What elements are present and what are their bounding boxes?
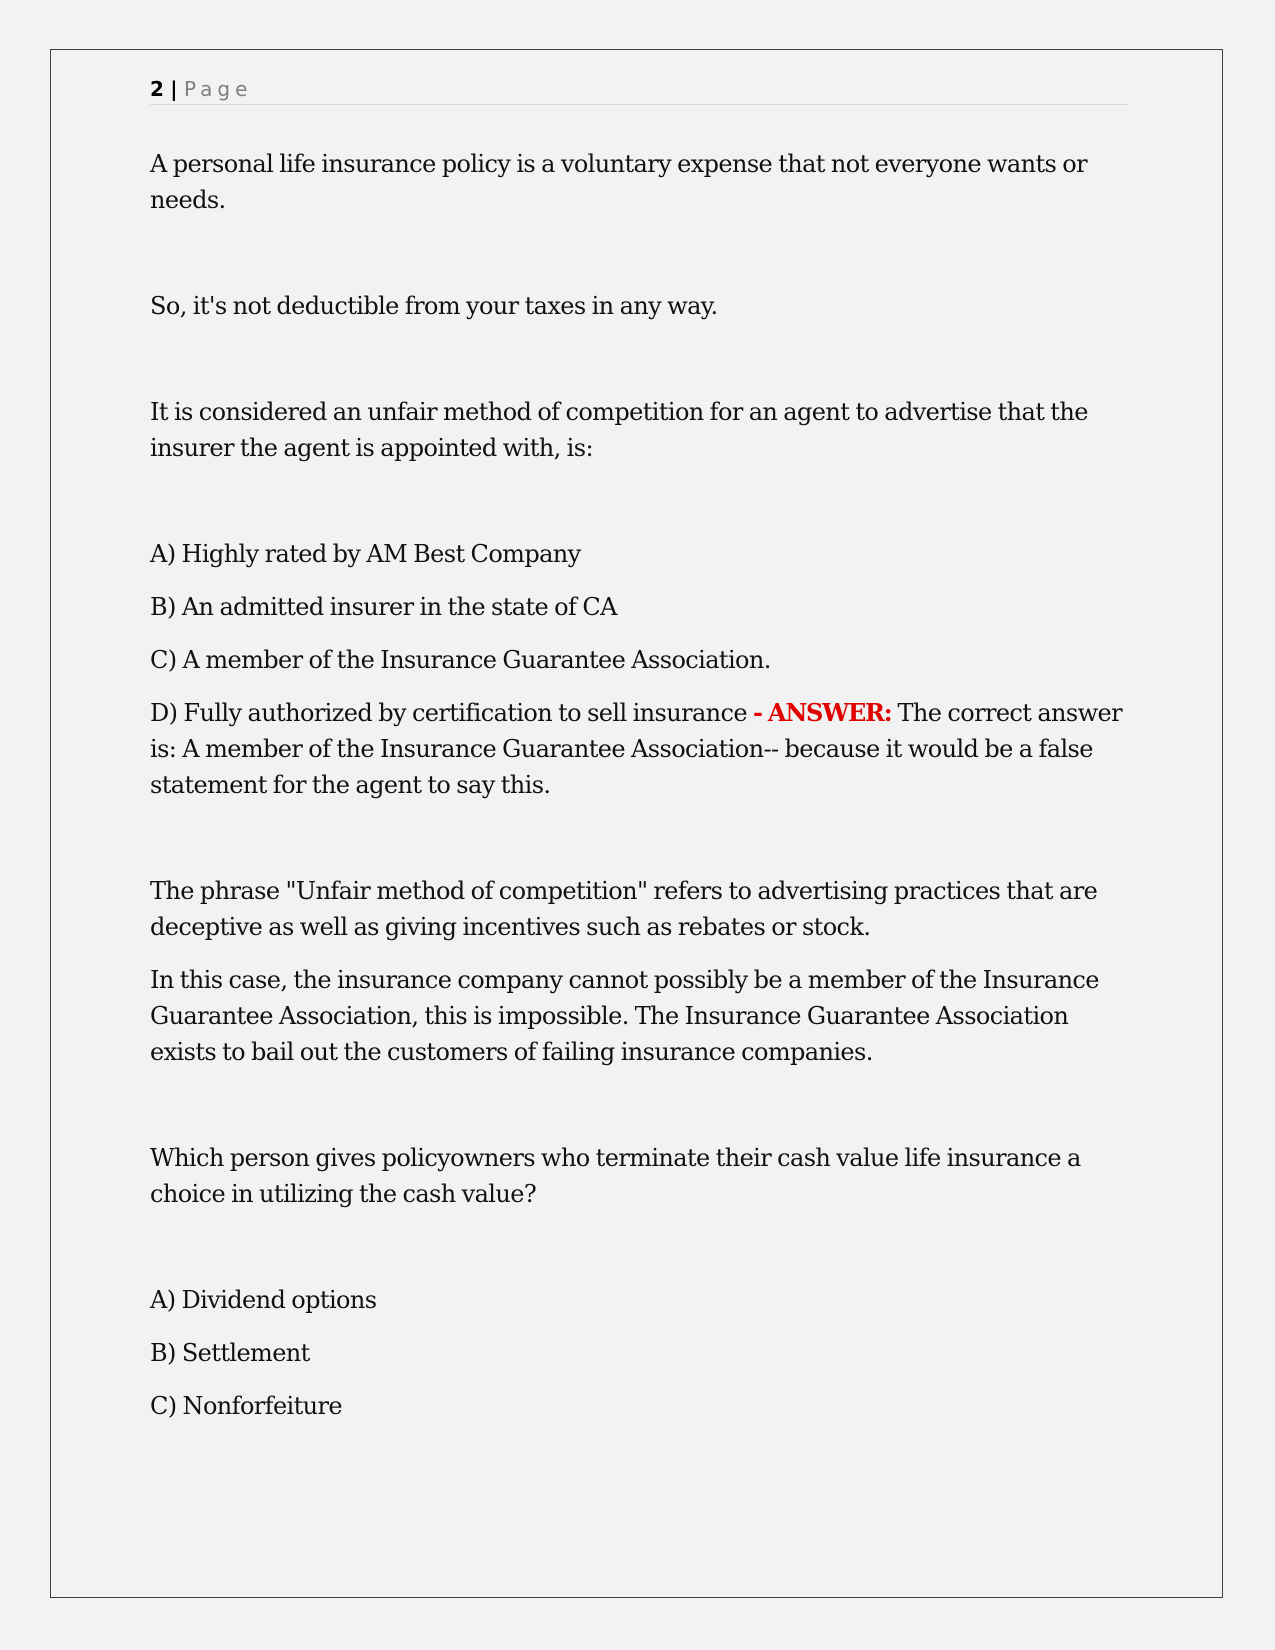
option-d-text: D) Fully authorized by certification to sell insurance	[150, 699, 753, 727]
document-body	[150, 146, 1140, 1424]
answer-text: The correct answer is: A member of the Insurance Guarantee Association-- because it would be a false statement for the agent to say this.	[150, 699, 1123, 799]
page-header	[150, 74, 1128, 105]
page-label: Page	[183, 77, 253, 101]
page-number: 2	[150, 77, 164, 101]
question-2-option-a: A) Dividend options	[150, 1286, 377, 1314]
page-separator: |	[170, 77, 178, 101]
question-1-option-b: B) An admitted insurer in the state of CA	[150, 593, 617, 621]
question-1-option-d	[150, 695, 1140, 803]
answer-label: - ANSWER:	[752, 698, 892, 727]
paragraph-not-deductible: So, it's not deductible from your taxes in any way.	[150, 292, 718, 320]
question-1-option-a: A) Highly rated by AM Best Company	[150, 540, 581, 568]
paragraph-unfair-method-definition: The phrase "Unfair method of competition" refers to advertising practices that are deceptive as well as giving incentives such as rebates or stock.	[150, 877, 1098, 941]
question-cash-value: Which person gives policyowners who terminate their cash value life insurance a choice in utilizing the cash value?	[150, 1144, 1081, 1208]
question-2-option-b: B) Settlement	[150, 1339, 310, 1367]
question-2-option-c: C) Nonforfeiture	[150, 1392, 343, 1420]
paragraph-life-insurance: A personal life insurance policy is a voluntary expense that not everyone wants or needs.	[150, 150, 1088, 214]
question-unfair-competition: It is considered an unfair method of competition for an agent to advertise that the insurer the agent is appointed with, is:	[150, 398, 1088, 462]
question-1-option-c: C) A member of the Insurance Guarantee Association.	[150, 646, 771, 674]
paragraph-guarantee-association: In this case, the insurance company cannot possibly be a member of the Insurance Guarantee Association, this is impossible. The Insurance Guarantee Association exists to bail out the customers of failing insurance companies.	[150, 966, 1099, 1066]
